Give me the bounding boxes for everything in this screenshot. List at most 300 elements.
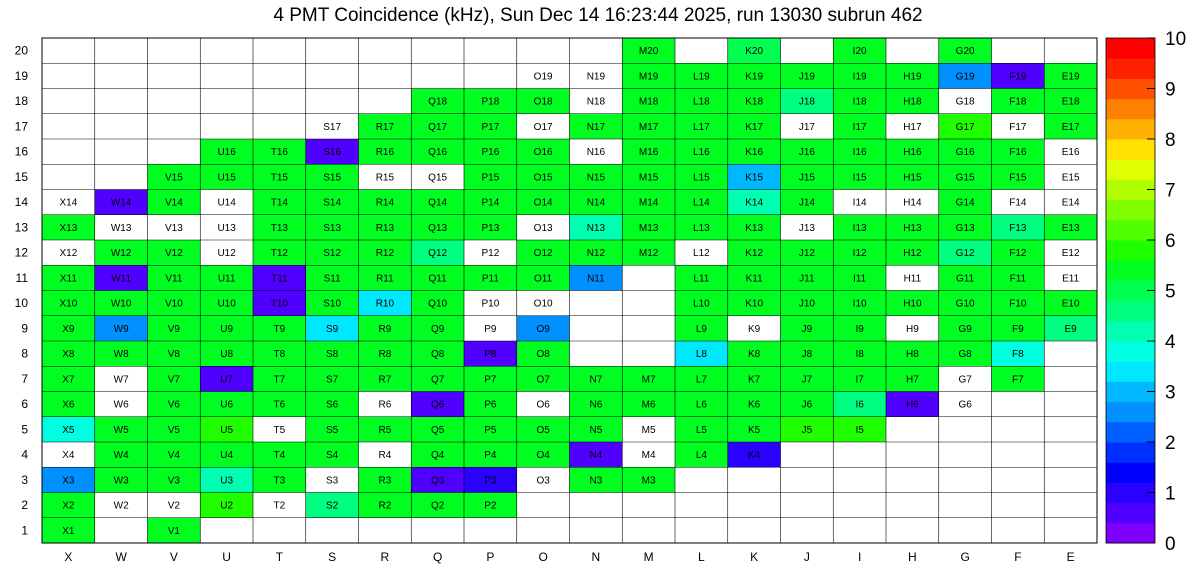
cell-label: S6 [326,399,339,411]
cell-label: X5 [62,424,75,436]
cell-label: Q11 [428,273,447,285]
cell-label: R14 [375,197,395,209]
cell-label: U4 [220,450,234,462]
chart-title: 4 PMT Coincidence (kHz), Sun Dec 14 16:23:44 2025, run 13030 subrun 462 [273,5,923,26]
cell-label: P17 [481,121,500,133]
cell-label: W6 [113,399,129,411]
cell-label: I18 [852,96,867,108]
cell-label: T8 [273,349,286,361]
x-tick-label: I [857,550,862,564]
cell-label: L15 [693,172,710,184]
cell-label: J15 [798,172,815,184]
cell-label: S7 [326,374,339,386]
cell-label: K20 [745,46,764,58]
cell-label: T4 [273,450,286,462]
cell-label: H12 [903,248,922,260]
cell-label: M12 [638,248,659,260]
cell-label: G9 [958,323,972,335]
x-tick-label: Q [432,550,443,564]
y-tick-label: 7 [21,371,28,386]
cell-label: Q17 [428,121,448,133]
cell-label: N18 [586,96,606,108]
cell-label: L8 [695,349,707,361]
cell-label: E11 [1062,273,1080,285]
cell-label: O15 [533,172,553,184]
cell-label: H6 [905,399,919,411]
cell-label: I14 [852,197,867,209]
cell-label: W10 [110,298,132,310]
cell-label: H9 [905,323,919,335]
cell-label: J13 [798,222,815,234]
cell-label: G16 [955,147,975,159]
cell-label: H11 [903,273,922,285]
cell-label: H14 [903,197,922,209]
cell-label: P9 [484,323,497,335]
cell-label: E18 [1061,96,1080,108]
cell-label: W13 [110,222,132,234]
cell-label: I7 [855,374,864,386]
cell-label: S12 [323,248,342,260]
cell-label: P16 [481,147,500,159]
cell-label: O8 [536,349,550,361]
cell-label: G12 [955,248,975,260]
y-tick-label: 15 [14,169,28,184]
cell-label: U5 [220,424,234,436]
y-tick-label: 12 [14,245,28,260]
cell-label: K10 [745,298,764,310]
cell-label: M4 [641,450,656,462]
y-tick-label: 20 [14,43,28,58]
colorbar-segment [1106,321,1155,342]
cell-label: W4 [113,450,129,462]
cell-label: V15 [164,172,183,184]
x-tick-label: X [64,550,73,564]
cell-label: M20 [638,46,659,58]
cell-label: Q7 [430,374,445,386]
colorbar-segment [1106,260,1155,281]
cell-label: P7 [484,374,497,386]
cell-label: T10 [270,298,288,310]
x-tick-label: E [1066,550,1075,564]
cell-label: V12 [164,248,183,260]
y-tick-label: 5 [21,422,28,437]
cell-label: O18 [533,96,553,108]
cell-label: S3 [326,475,339,487]
x-tick-label: U [222,550,231,564]
cell-label: S14 [323,197,342,209]
cell-label: J7 [801,374,813,386]
cell-label: F19 [1009,71,1027,83]
cell-label: X6 [62,399,75,411]
cell-label: N4 [589,450,603,462]
y-tick-label: 17 [14,119,28,134]
y-tick-label: 1 [21,523,28,538]
colorbar-segment [1106,523,1155,544]
cell-label: V4 [167,450,180,462]
cell-label: Q8 [430,349,445,361]
x-tick-label: O [538,550,548,564]
cell-label: L14 [693,197,710,209]
x-tick-label: M [643,550,654,564]
colorbar-tick-label: 8 [1165,130,1176,151]
cell-label: O5 [536,424,550,436]
x-tick-label: J [803,550,810,564]
cell-label: M19 [638,71,659,83]
cell-label: V10 [164,298,183,310]
cell-label: T16 [270,147,288,159]
cell-label: F17 [1009,121,1027,133]
cell-label: O10 [533,298,553,310]
cell-label: T2 [273,500,286,512]
cell-label: U16 [217,147,236,159]
cell-label: G11 [956,273,975,285]
cell-label: T6 [273,399,286,411]
cell-label: K17 [745,121,764,133]
cell-label: O13 [533,222,553,234]
cell-label: P6 [484,399,497,411]
cell-label: F10 [1009,298,1027,310]
cell-label: P15 [481,172,500,184]
cell-label: I15 [852,172,867,184]
cell-label: U10 [217,298,236,310]
colorbar-tick-label: 10 [1165,29,1187,50]
cell-label: O16 [533,147,553,159]
x-tick-label: P [486,550,495,564]
cell-label: V6 [167,399,180,411]
y-tick-label: 19 [14,68,28,83]
cell-label: P14 [481,197,500,209]
cell-label: M6 [641,399,656,411]
cell-label: K15 [745,172,764,184]
cell-label: G15 [955,172,975,184]
cell-label: J9 [801,323,813,335]
cell-label: J18 [798,96,815,108]
cell-label: K6 [748,399,761,411]
cell-label: G19 [955,71,975,83]
cell-label: M18 [638,96,659,108]
cell-label: Q16 [428,147,448,159]
x-tick-label: L [698,550,705,564]
cell-label: M16 [638,147,659,159]
colorbar-tick-label: 1 [1165,483,1176,505]
cell-label: G7 [958,374,972,386]
cell-label: K8 [748,349,761,361]
cell-label: X4 [62,450,75,462]
cell-label: G13 [955,222,975,234]
x-tick-label: R [380,550,390,564]
cell-label: X3 [62,475,75,487]
cell-label: E14 [1061,197,1080,209]
cell-label: R8 [378,349,392,361]
cell-label: R15 [375,172,395,184]
colorbar-segment [1106,442,1155,463]
cell-label: F15 [1009,172,1027,184]
cell-label: F13 [1009,222,1027,234]
colorbar-segment [1106,341,1155,362]
cell-label: W8 [113,349,129,361]
cell-label: J19 [798,71,815,83]
cell-label: P4 [484,450,497,462]
cell-label: N7 [589,374,603,386]
x-tick-label: T [275,550,284,564]
cell-label: T14 [270,197,288,209]
cell-label: U7 [220,374,234,386]
cell-label: U9 [220,323,234,335]
cell-label: G18 [955,96,975,108]
cell-label: K14 [745,197,764,209]
colorbar-segment [1106,402,1155,423]
cell-label: R7 [378,374,392,386]
cell-label: W14 [110,197,132,209]
cell-label: L5 [695,424,707,436]
cell-label: Q5 [430,424,445,436]
cell-label: O12 [533,248,553,260]
colorbar-segment [1106,200,1155,221]
cell-label: U3 [220,475,234,487]
cell-label: Q6 [430,399,445,411]
cell-label: F7 [1012,374,1024,386]
cell-label: E15 [1061,172,1080,184]
cell-label: S9 [326,323,339,335]
cell-label: M17 [638,121,659,133]
cell-label: U15 [217,172,236,184]
cell-label: L4 [695,450,707,462]
cell-label: K19 [745,71,764,83]
cell-label: W12 [110,248,132,260]
cell-label: L7 [695,374,707,386]
x-tick-label: V [169,550,178,564]
cell-label: T13 [270,222,288,234]
cell-label: R17 [375,121,395,133]
cell-label: Q13 [428,222,448,234]
cell-label: J12 [798,248,815,260]
cell-label: F8 [1012,349,1024,361]
cell-label: Q3 [430,475,445,487]
colorbar-segment [1106,159,1155,180]
cell-label: W9 [113,323,129,335]
cell-label: E10 [1061,298,1080,310]
colorbar-segment [1106,139,1155,160]
cell-label: H18 [903,96,922,108]
cell-label: U12 [217,248,236,260]
cell-label: Q18 [428,96,448,108]
cell-label: E16 [1061,147,1080,159]
cell-label: K5 [748,424,761,436]
cell-label: T5 [273,424,286,436]
cell-label: I5 [855,424,864,436]
cell-label: J11 [799,273,815,285]
cell-label: X12 [59,248,78,260]
cell-label: U14 [217,197,236,209]
colorbar-tick-label: 2 [1165,433,1176,454]
x-tick-label: H [908,550,917,564]
cell-label: W7 [113,374,129,386]
cell-label: J6 [801,399,813,411]
cell-label: H7 [905,374,919,386]
cell-label: W11 [111,273,132,285]
colorbar-tick-label: 6 [1165,231,1176,252]
cell-label: S11 [323,273,341,285]
cell-label: G14 [955,197,975,209]
cell-label: N11 [587,273,605,285]
cell-label: O6 [536,399,550,411]
cell-label: S17 [323,121,342,133]
cell-label: L11 [693,273,710,285]
cell-label: E12 [1061,248,1080,260]
cell-label: U2 [220,500,234,512]
y-tick-label: 16 [14,144,28,159]
cell-label: X7 [62,374,75,386]
cell-label: S4 [326,450,339,462]
cell-label: R12 [375,248,395,260]
cell-label: T3 [273,475,286,487]
cell-label: S13 [323,222,342,234]
y-tick-label: 3 [21,472,28,487]
cell-label: V11 [165,273,183,285]
cell-label: L9 [695,323,707,335]
cell-label: H15 [903,172,922,184]
cell-label: G10 [955,298,975,310]
cell-label: U11 [217,273,236,285]
cell-label: Q10 [428,298,448,310]
colorbar-segment [1106,422,1155,443]
cell-label: K18 [745,96,764,108]
colorbar-tick-label: 3 [1165,382,1176,404]
cell-label: I19 [852,71,867,83]
x-tick-label: N [591,550,601,564]
cell-label: Q4 [430,450,445,462]
cell-label: S8 [326,349,339,361]
cell-label: V9 [167,323,180,335]
y-tick-label: 6 [21,397,28,412]
cell-label: P3 [484,475,497,487]
cell-label: H8 [905,349,919,361]
colorbar-segment [1106,503,1155,524]
cell-label: R16 [375,147,395,159]
y-tick-label: 14 [14,195,28,210]
cell-label: N19 [586,71,606,83]
cell-label: L18 [693,96,710,108]
cell-label: R6 [378,399,392,411]
cell-label: L13 [693,222,710,234]
cell-label: X8 [62,349,75,361]
colorbar-tick-label: 4 [1165,332,1176,353]
cell-label: V14 [164,197,183,209]
colorbar-segment [1106,240,1155,261]
cell-label: L16 [693,147,710,159]
cell-label: Q12 [428,248,448,260]
cell-label: N13 [586,222,606,234]
cell-label: T7 [273,374,286,386]
cell-label: H19 [903,71,922,83]
cell-label: X11 [59,273,77,285]
cell-label: H13 [903,222,922,234]
colorbar-tick-label: 0 [1165,534,1176,555]
cell-label: J5 [801,424,813,436]
cell-label: F12 [1009,248,1027,260]
cell-label: Q14 [428,197,448,209]
cell-label: R3 [378,475,392,487]
cell-label: R13 [375,222,395,234]
cell-label: N16 [586,147,606,159]
cell-label: P13 [481,222,500,234]
cell-label: P12 [481,248,500,260]
cell-label: I13 [852,222,867,234]
cell-label: W3 [113,475,129,487]
colorbar-tick-label: 7 [1165,180,1176,202]
cell-label: K12 [745,248,764,260]
cell-label: I17 [852,121,867,133]
cell-label: Q2 [430,500,445,512]
cell-label: S2 [326,500,339,512]
x-tick-label: F [1014,550,1022,564]
y-tick-label: 10 [14,296,28,311]
y-tick-label: 2 [21,498,28,513]
cell-label: M14 [638,197,659,209]
cell-label: Q9 [430,323,445,335]
cell-label: S10 [323,298,342,310]
colorbar-segment [1106,119,1155,140]
cell-label: T12 [270,248,288,260]
cell-label: Q15 [428,172,448,184]
y-tick-label: 11 [15,270,28,285]
cell-label: H10 [903,298,922,310]
x-tick-label: K [750,550,759,564]
cell-label: V2 [167,500,180,512]
cell-label: I12 [852,248,867,260]
cell-label: N14 [586,197,606,209]
cell-label: K7 [748,374,761,386]
colorbar-segment [1106,99,1155,120]
cell-label: I10 [852,298,867,310]
cell-label: G17 [955,121,975,133]
cell-label: O17 [533,121,553,133]
cell-label: U13 [217,222,236,234]
colorbar-segment [1106,361,1155,382]
cell-label: R4 [378,450,392,462]
cell-label: I11 [853,273,867,285]
cell-label: I20 [852,46,867,58]
cell-label: M5 [641,424,656,436]
cell-label: G20 [955,46,975,58]
cell-label: M7 [641,374,656,386]
cell-label: X10 [59,298,78,310]
cell-label: P10 [481,298,500,310]
cell-label: T9 [273,323,286,335]
cell-label: K16 [745,147,764,159]
cell-label: R9 [378,323,392,335]
cell-label: X9 [62,323,75,335]
cell-label: R11 [376,273,394,285]
cell-label: O14 [533,197,553,209]
cell-label: L12 [693,248,710,260]
colorbar-segment [1106,301,1155,322]
cell-label: M3 [641,475,656,487]
cell-label: L17 [693,121,710,133]
cell-label: I8 [855,349,864,361]
cell-label: W5 [113,424,129,436]
cell-label: V5 [167,424,180,436]
cell-label: P5 [484,424,497,436]
x-tick-label: S [328,550,337,564]
cell-label: O19 [533,71,553,83]
cell-label: E13 [1061,222,1080,234]
cell-label: T11 [271,273,288,285]
cell-label: R5 [378,424,392,436]
y-tick-label: 18 [14,94,28,109]
cell-label: J16 [798,147,815,159]
cell-label: I9 [855,323,864,335]
